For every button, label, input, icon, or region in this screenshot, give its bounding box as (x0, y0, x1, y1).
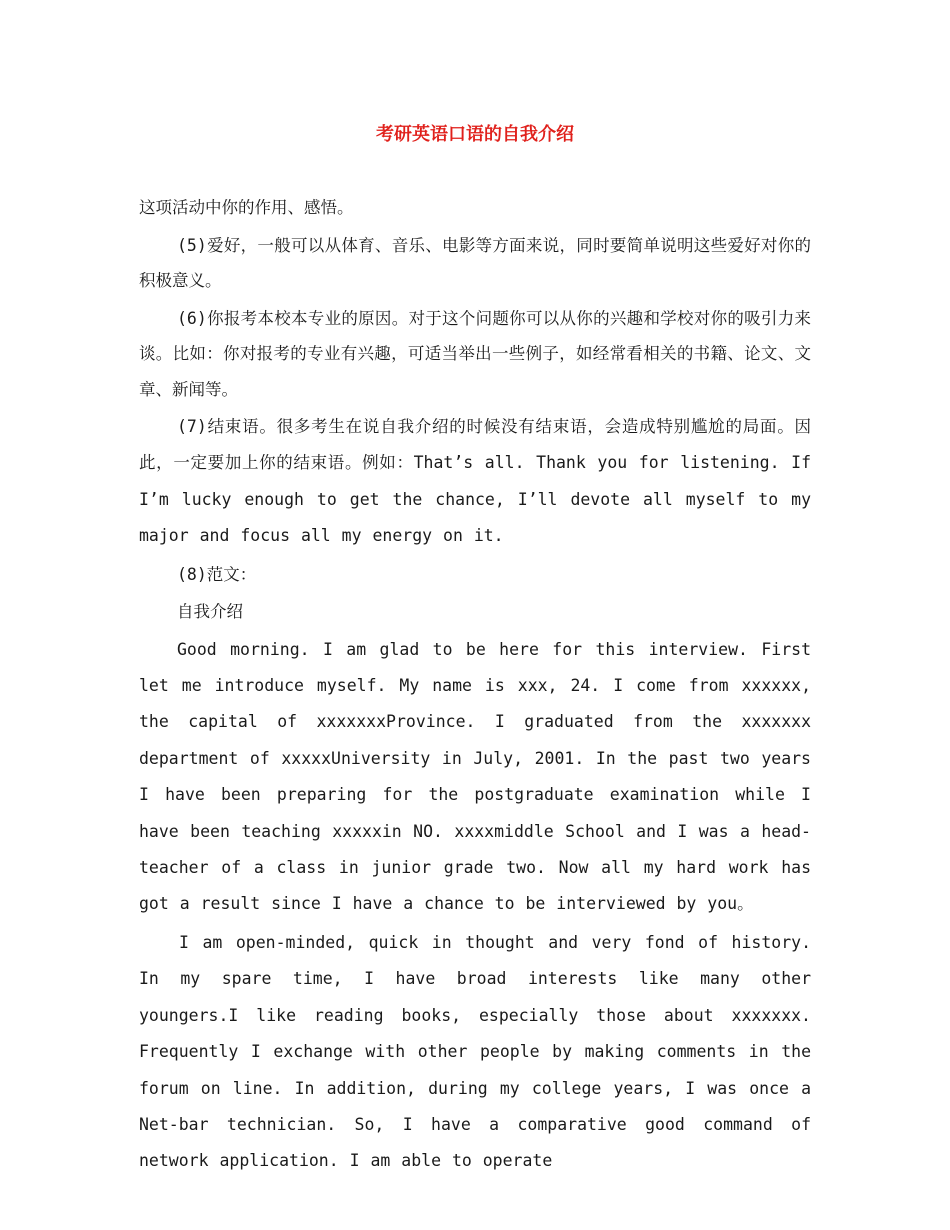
paragraph-hobbies: (5)爱好，一般可以从体育、音乐、电影等方面来说，同时要简单说明这些爱好对你的积极意义。 (139, 235, 811, 290)
document-title: 考研英语口语的自我介绍 (376, 124, 574, 145)
paragraph-closing: (7)结束语。很多考生在说自我介绍的时候没有结束语，会造成特别尴尬的局面。因此，一定要加上你的结束语。例如：That’s all. Thank you for listening. If I’m lucky enough to get the chance, I’ll devote all myself to my major and focus all my energy on it. (139, 417, 811, 546)
paragraph-1: 这项活动中你的作用、感悟。 (139, 198, 354, 217)
paragraph-sample-title: 自我介绍 (177, 602, 243, 622)
paragraph-sample-heading: (8)范文： (177, 564, 257, 584)
paragraph-sample-intro: Good morning. I am glad to be here for this interview. First let me introduce myself. My name is xxx, 24. I come from xxxxxx, the capital of xxxxxxxProvince. I graduated from the xxxxxxx department of xxxxxUniversity in July, 2001. In the past two years I have been preparing for the postgraduate examination while I have been teaching xxxxxin NO. xxxxmiddle School and I was a head-teacher of a class in junior grade two. Now all my hard work has got a result since I have a chance to be interviewed by you。 (139, 639, 811, 914)
paragraph-reasons: (6)你报考本校本专业的原因。对于这个问题你可以从你的兴趣和学校对你的吸引力来谈。比如：你对报考的专业有兴趣，可适当举出一些例子，如经常看相关的书籍、论文、文章、新闻等。 (139, 308, 811, 399)
paragraph-sample-personality: I am open-minded, quick in thought and very fond of history. In my spare time, I have broad interests like many other youngers.I like reading books, especially those about xxxxxxx. Frequently I exchange with other people by making comments in the forum on line. In addition, during my college years, I was once a Net-bar technician. So, I have a comparative good command of network application. I am able to operate (139, 932, 811, 1171)
document-body (139, 190, 811, 1182)
